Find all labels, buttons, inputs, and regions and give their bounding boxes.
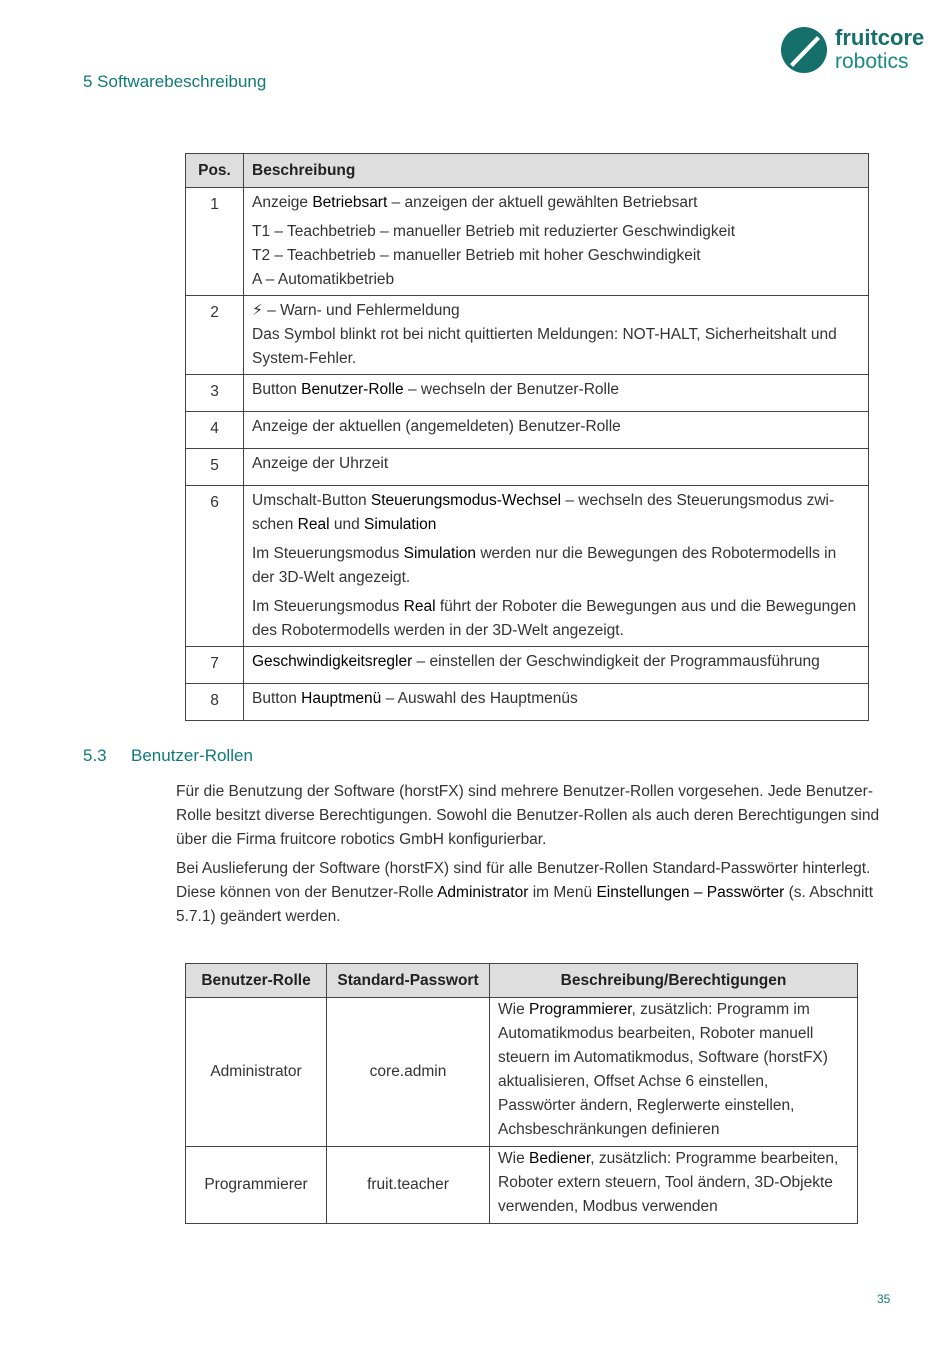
pos-cell: 7 [186,647,244,684]
header-pos: Pos. [186,154,244,188]
ui-elements-table [185,153,869,721]
term: Betriebsart [312,194,388,211]
text-line: Das Symbol blinkt rot bei nicht quittierten Meldungen: NOT-HALT, Sicherheitshalt und System-Fehler. [252,326,837,367]
table-header-row [186,154,869,188]
permissions-cell: Wie Bediener, zusätzlich: Programme bearbeiten, Roboter extern steuern, Tool ändern, 3D-Objekte verwenden, Modbus verwenden [490,1147,858,1224]
text-line: T2 – Teachbetrieb – manueller Betrieb mit hoher Geschwindigkeit [252,247,701,264]
description-cell: Geschwindigkeitsregler – einstellen der Geschwindigkeit der Programmausführung [244,647,869,684]
table-row [186,684,869,721]
password-cell: fruit.teacher [327,1147,490,1224]
body-paragraph: Bei Auslieferung der Software (horstFX) sind für alle Benutzer-Rollen Standard-Passwörter hinterlegt. Diese können von der Benutzer-Rolle Administrator im Menü Einstellungen – Passwörter (s. Abschnitt 5.7.1) geändert werden. [176,860,874,925]
text-line: ⚡ – Warn- und Fehlermeldung [252,302,460,319]
role-cell: Administrator [186,998,327,1147]
password-cell: core.admin [327,998,490,1147]
pos-cell: 8 [186,684,244,721]
header-permissions: Beschreibung/Berechtigungen [490,964,858,998]
pos-cell: 2 [186,296,244,375]
header-role: Benutzer-Rolle [186,964,327,998]
fruitcore-logo [780,25,930,77]
pos-cell: 6 [186,486,244,647]
pos-cell: 5 [186,449,244,486]
section-number: 5.3 [83,746,107,765]
table-row [186,449,869,486]
pos-cell: 1 [186,188,244,296]
section-heading [83,746,253,766]
description-cell [244,486,869,647]
body-paragraph: Für die Benutzung der Software (horstFX) sind mehrere Benutzer-Rollen vorgesehen. Jede Benutzer-Rolle besitzt diverse Berechtigungen. Sowohl die Benutzer-Rollen als auch deren Berechtigungen sind über die Firma fruitcore robotics GmbH konfigurierbar. [176,783,880,848]
text-paragraph: Umschalt-Button Steuerungsmodus-Wechsel – wechseln des Steuerungsmodus zwi-schen Real und Simulation [252,492,835,533]
description-cell: Anzeige der aktuellen (angemeldeten) Benutzer-Rolle [244,412,869,449]
description-cell [244,188,869,296]
section-title: Benutzer-Rollen [131,746,253,765]
header-description: Beschreibung [244,154,869,188]
description-cell: Anzeige der Uhrzeit [244,449,869,486]
text-line: Anzeige Betriebsart – anzeigen der aktuell gewählten Betriebsart [252,194,698,211]
logo-text-fruitcore: fruitcore [835,25,925,50]
description-cell [244,296,869,375]
text-paragraph: Im Steuerungsmodus Simulation werden nur die Bewegungen des Robotermodells in der 3D-Welt angezeigt. [252,545,837,586]
table-row [186,1147,858,1224]
term: Hauptmenü [301,690,382,707]
term: Benutzer-Rolle [301,381,404,398]
header-password: Standard-Passwort [327,964,490,998]
logo-icon [780,26,828,74]
table-row [186,486,869,647]
pos-cell: 3 [186,375,244,412]
text-line: T1 – Teachbetrieb – manueller Betrieb mit reduzierter Geschwindigkeit [252,223,736,240]
text-paragraph: Im Steuerungsmodus Real führt der Roboter die Bewegungen aus und die Bewegungen des Robotermodells werden in der 3D-Welt angezeigt. [252,598,857,639]
table-header-row [186,964,858,998]
description-cell: Button Benutzer-Rolle – wechseln der Benutzer-Rolle [244,375,869,412]
logo-text-robotics: robotics [835,50,909,73]
pos-cell: 4 [186,412,244,449]
page-number: 35 [877,1292,891,1306]
role-cell: Programmierer [186,1147,327,1224]
term: Geschwindigkeitsregler [252,653,413,670]
table-row [186,188,869,296]
table-row [186,647,869,684]
table-row [186,412,869,449]
description-cell: Button Hauptmenü – Auswahl des Hauptmenüs [244,684,869,721]
table-row [186,998,858,1147]
warning-lightning-icon: ⚡ [252,302,263,319]
chapter-heading: 5 Softwarebeschreibung [83,72,267,91]
table-row [186,296,869,375]
text-line: A – Automatikbetrieb [252,271,395,288]
user-roles-table [185,963,858,1224]
table-row [186,375,869,412]
permissions-cell: Wie Programmierer, zusätzlich: Programm im Automatikmodus bearbeiten, Roboter manuell steuern im Automatikmodus, Software (horstFX) aktualisieren, Offset Achse 6 einstellen, Passwörter ändern, Reglerwerte einstellen, Achsbeschränkungen definieren [490,998,858,1147]
